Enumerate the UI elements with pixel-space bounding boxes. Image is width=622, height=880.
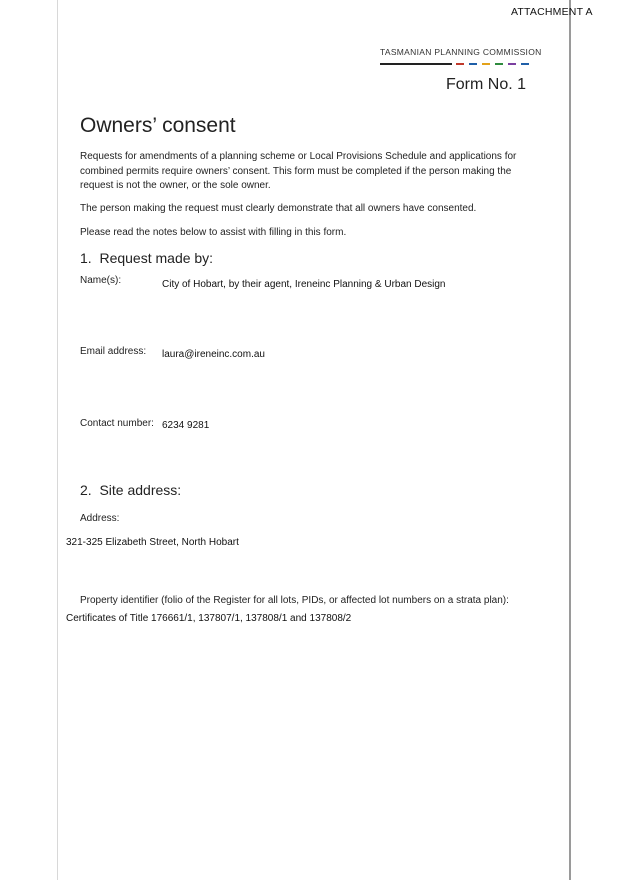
page-right-edge (569, 0, 571, 880)
intro-paragraph-2: The person making the request must clearly demonstrate that all owners have consented. (80, 203, 477, 214)
rule-dash (495, 63, 503, 65)
organization-rule (380, 63, 530, 66)
organization-rule-solid (380, 63, 452, 65)
name-label: Name(s): (80, 275, 122, 286)
email-label: Email address: (80, 346, 147, 357)
page-title: Owners’ consent (80, 114, 236, 137)
form-number: Form No. 1 (446, 76, 527, 93)
address-label: Address: (80, 513, 120, 524)
attachment-label: ATTACHMENT A (511, 6, 593, 18)
page-left-edge (57, 0, 58, 880)
intro-paragraph-1: Requests for amendments of a planning scheme or Local Provisions Schedule and applications for combined permits require owners’ consent. This form must be completed if the person making the request is not the owner, or the sole owner. (80, 151, 517, 191)
rule-dash (469, 63, 477, 65)
rule-dash (508, 63, 516, 65)
address-value: 321-325 Elizabeth Street, North Hobart (66, 537, 239, 548)
contact-label: Contact number: (80, 418, 154, 429)
rule-dash (521, 63, 529, 65)
rule-dash (456, 63, 464, 65)
property-identifier-value: Certificates of Title 176661/1, 137807/1, 137808/1 and 137808/2 (66, 613, 352, 624)
rule-dash (482, 63, 490, 65)
property-identifier-label: Property identifier (folio of the Register for all lots, PIDs, or affected lot numbers on a strata plan): (80, 595, 509, 606)
section-heading-site: 2. Site address: (80, 482, 182, 498)
name-value: City of Hobart, by their agent, Ireneinc Planning & Urban Design (162, 279, 446, 290)
email-value: laura@ireneinc.com.au (162, 349, 265, 360)
section-heading-request: 1. Request made by: (80, 250, 214, 266)
intro-paragraph-3: Please read the notes below to assist with filling in this form. (80, 227, 347, 238)
organization-name: TASMANIAN PLANNING COMMISSION (380, 47, 542, 57)
contact-value: 6234 9281 (162, 420, 210, 431)
